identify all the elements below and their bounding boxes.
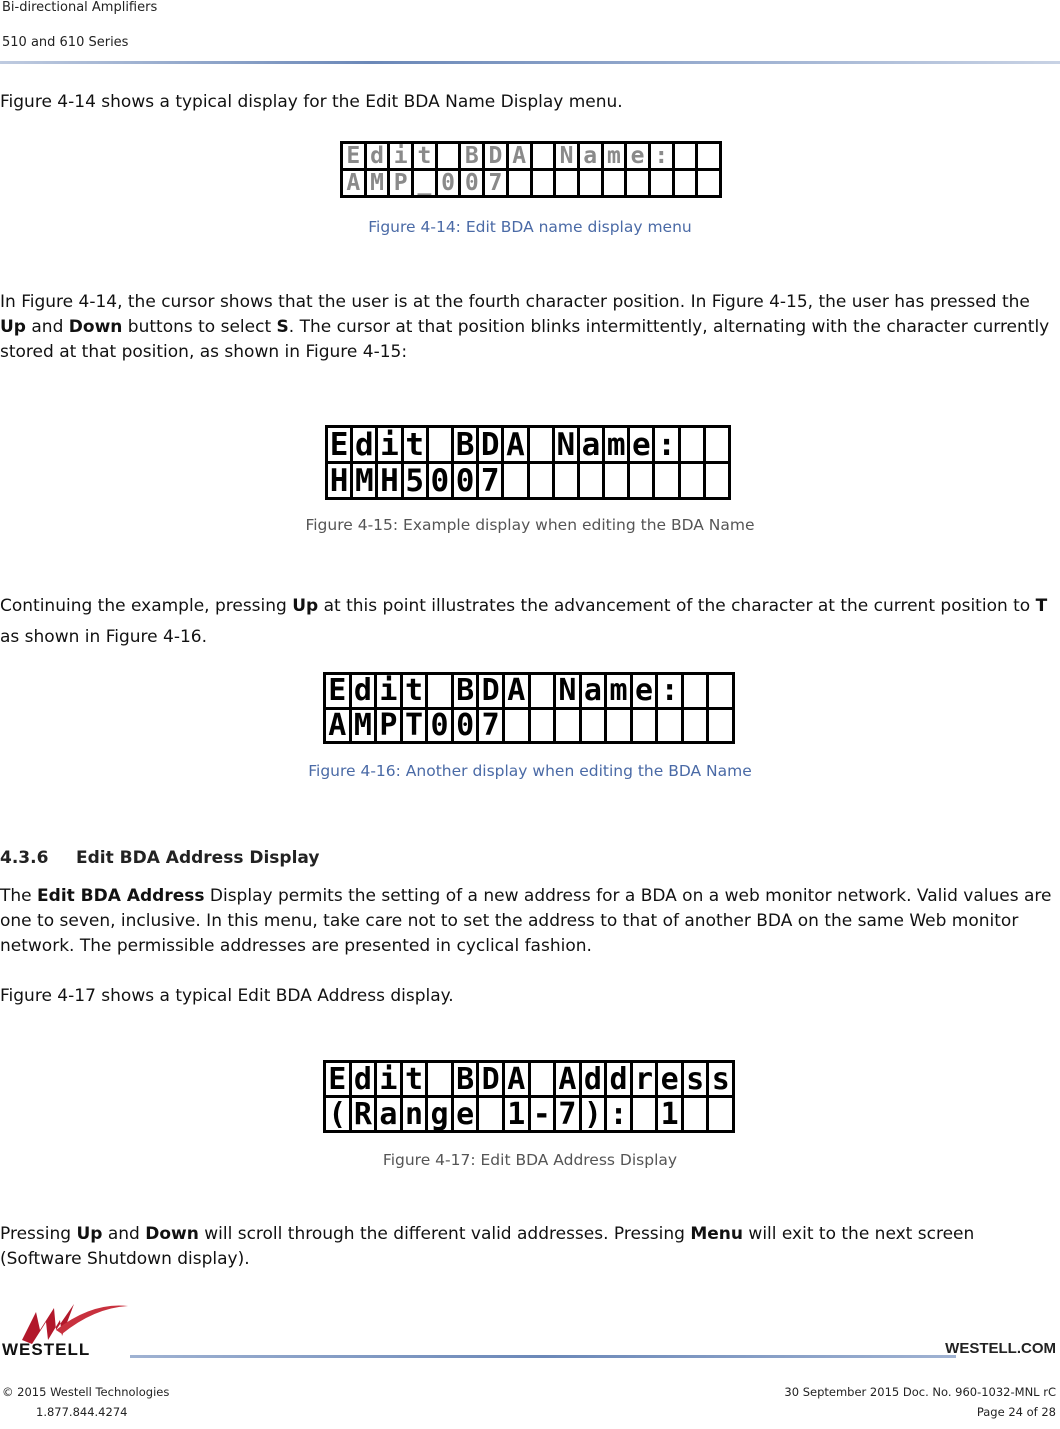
lcd-cell — [580, 464, 602, 497]
lcd-row — [326, 675, 732, 707]
lcd-cell: M — [354, 464, 374, 497]
lcd-row — [326, 710, 732, 742]
lcd-cell — [580, 171, 601, 195]
lcd-cell — [633, 710, 656, 742]
lcd-cell: a — [582, 675, 605, 707]
lcd-cell: P — [377, 710, 400, 742]
header-divider — [0, 61, 1060, 64]
lcd-cell: i — [390, 144, 411, 168]
figure-caption-17: Figure 4-17: Edit BDA Address Display — [382, 1151, 678, 1169]
lcd-cell: N — [556, 675, 579, 707]
lcd-cell: B — [455, 428, 475, 461]
lcd-cell — [429, 428, 451, 461]
lcd-cell: : — [658, 675, 681, 707]
lcd-cell — [556, 710, 579, 742]
figure-caption-15: Figure 4-15: Example display when editing the BDA Name — [305, 516, 755, 534]
lcd-cell — [438, 144, 459, 168]
lcd-cell — [630, 464, 652, 497]
lcd-cell: e — [658, 1063, 681, 1095]
lcd-cell — [684, 710, 707, 742]
lcd-cell: N — [556, 144, 577, 168]
figure-caption-16: Figure 4-16: Another display when editing the BDA Name — [308, 762, 752, 780]
lcd-cell: P — [390, 171, 411, 195]
lcd-cell: m — [606, 428, 626, 461]
lcd-row — [343, 171, 719, 195]
lcd-cell — [605, 464, 627, 497]
lcd-cell: B — [454, 675, 477, 707]
lcd-cell: 0 — [455, 464, 475, 497]
lcd-cell: e — [454, 1098, 477, 1130]
lcd-cell — [675, 171, 696, 195]
lcd-cell: E — [326, 675, 349, 707]
figure-caption-14: Figure 4-14: Edit BDA name display menu — [368, 218, 692, 236]
lcd-cell — [709, 1098, 732, 1130]
lcd-cell: e — [633, 675, 656, 707]
lcd-cell: : — [607, 1098, 630, 1130]
lcd-cell: d — [352, 1063, 375, 1095]
lcd-cell — [505, 710, 528, 742]
lcd-cell: m — [607, 675, 630, 707]
lcd-cell: 7 — [556, 1098, 579, 1130]
lcd-cell: A — [505, 675, 528, 707]
lcd-cell: H — [329, 464, 349, 497]
lcd-cell: 7 — [479, 710, 502, 742]
lcd-cell: e — [627, 144, 648, 168]
lcd-cell — [681, 428, 703, 461]
lcd-row — [328, 464, 728, 497]
section-heading — [0, 848, 319, 868]
paragraph-address: The Edit BDA Address Display permits the setting of a new address for a BDA on a web monitor network. Valid values are one to seven, inclusive. In this menu, take care not to set the address to that of another BDA on the same Web monitor network. The permissible addresses are presented in cyclical fashion. — [0, 886, 1052, 956]
lcd-cell: i — [377, 1063, 400, 1095]
lcd-cell — [556, 171, 577, 195]
lcd-display-fig17 — [323, 1060, 735, 1133]
lcd-cell: g — [428, 1098, 451, 1130]
header-title: Bi-directional Amplifiers — [2, 0, 158, 15]
lcd-cell: s — [709, 1063, 732, 1095]
lcd-cell — [627, 171, 648, 195]
lcd-cell: ( — [326, 1098, 349, 1130]
lcd-cell: R — [352, 1098, 375, 1130]
lcd-cell: a — [581, 428, 601, 461]
footer-doc-number: 30 September 2015 Doc. No. 960-1032-MNL rC — [784, 1385, 1056, 1399]
lcd-cell: A — [509, 144, 530, 168]
lcd-cell: E — [326, 1063, 349, 1095]
lcd-cell — [504, 464, 526, 497]
lcd-cell — [655, 464, 677, 497]
lcd-cell — [428, 1063, 451, 1095]
lcd-cell: D — [480, 428, 500, 461]
lcd-cell: : — [651, 144, 672, 168]
lcd-cell — [531, 710, 554, 742]
lcd-cell: 7 — [485, 171, 506, 195]
lcd-cell: s — [684, 1063, 707, 1095]
lcd-cell — [428, 675, 451, 707]
lcd-cell — [531, 675, 554, 707]
lcd-cell: M — [352, 710, 375, 742]
lcd-cell: d — [354, 428, 374, 461]
lcd-cell: B — [454, 1063, 477, 1095]
lcd-cell — [706, 464, 728, 497]
lcd-cell — [709, 710, 732, 742]
lcd-cell: t — [403, 1063, 426, 1095]
lcd-cell — [531, 1063, 554, 1095]
lcd-cell — [684, 1098, 707, 1130]
lcd-cell: 1 — [505, 1098, 528, 1130]
lcd-cell: r — [633, 1063, 656, 1095]
lcd-cell: 0 — [438, 171, 459, 195]
lcd-cell — [530, 428, 552, 461]
lcd-cell — [533, 171, 554, 195]
lcd-cell — [604, 171, 625, 195]
lcd-cell: N — [556, 428, 576, 461]
lcd-cell: 0 — [461, 171, 482, 195]
paragraph-cursor: In Figure 4-14, the cursor shows that the user is at the fourth character position. In Figure 4-15, the user has pressed the Up and Down buttons to select S. The cursor at that position blinks intermittently, alternating with the character currently stored at that position, as shown in Figure 4-15: — [0, 292, 1050, 362]
lcd-display-fig15 — [325, 425, 731, 500]
lcd-cell: H — [380, 464, 399, 497]
lcd-cell: 0 — [454, 710, 477, 742]
lcd-cell — [607, 710, 630, 742]
footer-page-number: Page 24 of 28 — [976, 1405, 1056, 1419]
lcd-cell — [698, 144, 719, 168]
header-series: 510 and 610 Series — [2, 35, 129, 50]
lcd-cell: : — [657, 428, 676, 461]
lcd-cell: d — [367, 144, 388, 168]
lcd-cell — [681, 464, 703, 497]
lcd-cell: t — [405, 428, 424, 461]
lcd-cell — [555, 464, 577, 497]
westell-logo-text: WESTELL — [2, 1340, 91, 1359]
lcd-cell: 1 — [658, 1098, 681, 1130]
lcd-row — [326, 1098, 732, 1130]
paragraph-fig17-intro: Figure 4-17 shows a typical Edit BDA Address display. — [0, 986, 454, 1006]
footer-divider — [130, 1355, 956, 1358]
lcd-cell: D — [479, 1063, 502, 1095]
lcd-cell: M — [367, 171, 388, 195]
lcd-cell: _ — [414, 171, 435, 195]
section-number: 4.3.6 — [0, 848, 49, 868]
lcd-cell: d — [352, 675, 375, 707]
lcd-row — [328, 428, 728, 461]
lcd-cell — [658, 710, 681, 742]
lcd-cell — [706, 428, 728, 461]
lcd-display-fig16 — [323, 672, 735, 744]
lcd-cell: m — [604, 144, 625, 168]
lcd-cell — [530, 464, 552, 497]
lcd-cell: ) — [582, 1098, 605, 1130]
lcd-cell — [675, 144, 696, 168]
lcd-cell: A — [343, 171, 364, 195]
lcd-cell: D — [485, 144, 506, 168]
lcd-cell: A — [326, 710, 349, 742]
lcd-cell: t — [403, 675, 426, 707]
lcd-cell: A — [505, 1063, 528, 1095]
lcd-cell — [709, 675, 732, 707]
lcd-cell — [684, 675, 707, 707]
lcd-cell: d — [582, 1063, 605, 1095]
section-title: Edit BDA Address Display — [76, 848, 320, 868]
lcd-cell: n — [403, 1098, 426, 1130]
lcd-cell: A — [556, 1063, 579, 1095]
lcd-cell: 0 — [430, 464, 450, 497]
lcd-display-fig14 — [340, 141, 722, 198]
lcd-cell: E — [329, 428, 349, 461]
lcd-row — [326, 1063, 732, 1095]
lcd-cell: B — [461, 144, 482, 168]
lcd-cell — [509, 171, 530, 195]
lcd-row — [343, 144, 719, 168]
lcd-cell: 0 — [428, 710, 451, 742]
lcd-cell: 7 — [480, 464, 500, 497]
paragraph-continuing: Continuing the example, pressing Up at this point illustrates the advancement of the character at the current position to T as shown in Figure 4-16. — [0, 596, 1048, 647]
lcd-cell: i — [377, 675, 400, 707]
lcd-cell: i — [380, 428, 399, 461]
lcd-cell: D — [479, 675, 502, 707]
lcd-cell: 5 — [405, 464, 424, 497]
lcd-cell — [533, 144, 554, 168]
lcd-cell — [651, 171, 672, 195]
lcd-cell — [479, 1098, 502, 1130]
lcd-cell: a — [377, 1098, 400, 1130]
lcd-cell: e — [632, 428, 651, 461]
lcd-cell — [582, 710, 605, 742]
lcd-cell: d — [607, 1063, 630, 1095]
lcd-cell — [633, 1098, 656, 1130]
footer-copyright: © 2015 Westell Technologies — [2, 1385, 170, 1399]
footer-phone: 1.877.844.4274 — [36, 1405, 128, 1419]
intro-paragraph: Figure 4-14 shows a typical display for the Edit BDA Name Display menu. — [0, 92, 623, 112]
lcd-cell: A — [506, 428, 525, 461]
lcd-cell: - — [531, 1098, 554, 1130]
lcd-cell: a — [580, 144, 601, 168]
lcd-cell — [698, 171, 719, 195]
footer-website: WESTELL.COM — [945, 1340, 1056, 1357]
paragraph-scroll: Pressing Up and Down will scroll through the different valid addresses. Pressing Menu will exit to the next screen (Software Shutdown display). — [0, 1224, 975, 1269]
lcd-cell: E — [343, 144, 364, 168]
lcd-cell: t — [414, 144, 435, 168]
lcd-cell: T — [403, 710, 426, 742]
